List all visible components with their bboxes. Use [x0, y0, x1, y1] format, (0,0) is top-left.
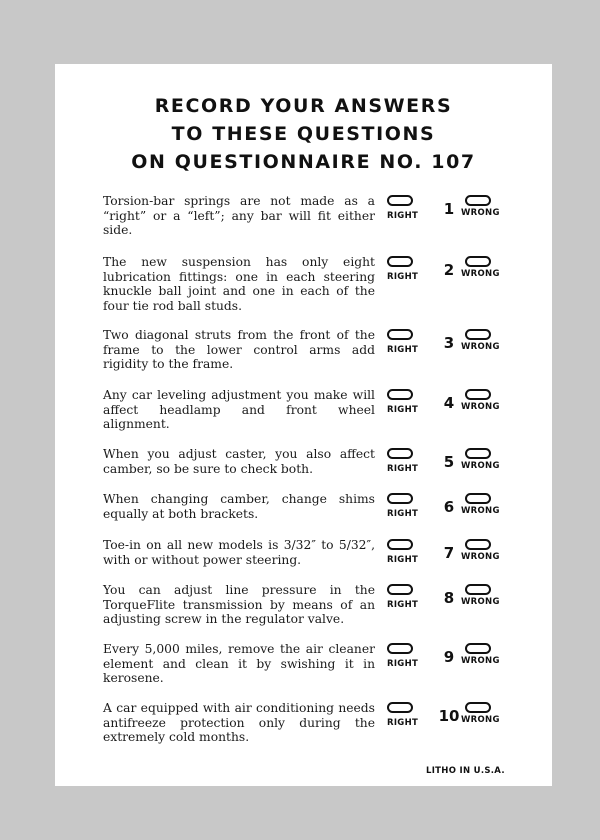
heading-line-2: TO THESE QUESTIONS: [171, 123, 436, 145]
question-number: 1: [443, 200, 455, 218]
wrong-label: WRONG: [461, 402, 500, 412]
right-answer-oval[interactable]: [387, 329, 413, 340]
question-number: 4: [443, 394, 455, 412]
question-number: 5: [443, 453, 455, 471]
question-text: Torsion-bar springs are not made as a “right” or a “left”; any bar will fit either side.: [103, 194, 375, 237]
wrong-answer-oval[interactable]: [465, 702, 491, 713]
wrong-label: WRONG: [461, 506, 500, 516]
right-answer-oval[interactable]: [387, 389, 413, 400]
wrong-label: WRONG: [461, 656, 500, 666]
printer-credit: LITHO IN U.S.A.: [426, 766, 505, 776]
right-answer-oval[interactable]: [387, 539, 413, 550]
question-text: When changing camber, change shims equally at both brackets.: [103, 492, 375, 521]
question-number: 7: [443, 544, 455, 562]
wrong-label: WRONG: [461, 269, 500, 279]
right-answer-oval[interactable]: [387, 493, 413, 504]
right-answer-oval[interactable]: [387, 448, 413, 459]
question-number: 2: [443, 261, 455, 279]
heading-line-1: RECORD YOUR ANSWERS: [154, 95, 453, 117]
question-text: When you adjust caster, you also affect camber, so be sure to check both.: [103, 447, 375, 476]
question-text: Two diagonal struts from the front of the frame to the lower control arms add rigidity to the frame.: [103, 328, 375, 371]
question-text: You can adjust line pressure in the TorqueFlite transmission by means of an adjusting screw in the regulator valve.: [103, 583, 375, 626]
question-text: Toe-in on all new models is 3/32″ to 5/32″, with or without power steering.: [103, 538, 375, 567]
questionnaire-card: [55, 64, 552, 786]
wrong-label: WRONG: [461, 597, 500, 607]
right-label: RIGHT: [387, 718, 419, 728]
wrong-answer-oval[interactable]: [465, 195, 491, 206]
question-text: The new suspension has only eight lubrication fittings: one in each steering knuckle ball joint and one in each of the four tie rod ball studs.: [103, 255, 375, 313]
wrong-label: WRONG: [461, 208, 500, 218]
right-answer-oval[interactable]: [387, 702, 413, 713]
wrong-answer-oval[interactable]: [465, 389, 491, 400]
wrong-label: WRONG: [461, 552, 500, 562]
right-label: RIGHT: [387, 464, 419, 474]
wrong-answer-oval[interactable]: [465, 643, 491, 654]
wrong-label: WRONG: [461, 342, 500, 352]
right-answer-oval[interactable]: [387, 256, 413, 267]
question-text: Any car leveling adjustment you make will affect headlamp and front wheel alignment.: [103, 388, 375, 431]
question-number: 3: [443, 334, 455, 352]
heading-line-3: ON QUESTIONNAIRE NO. 107: [131, 151, 476, 173]
card-heading: [55, 92, 552, 176]
wrong-answer-oval[interactable]: [465, 256, 491, 267]
right-label: RIGHT: [387, 211, 419, 221]
question-text: A car equipped with air conditioning needs antifreeze protection only during the extremely cold months.: [103, 701, 375, 744]
question-number: 10: [438, 707, 460, 725]
wrong-answer-oval[interactable]: [465, 539, 491, 550]
right-label: RIGHT: [387, 405, 419, 415]
right-answer-oval[interactable]: [387, 584, 413, 595]
wrong-answer-oval[interactable]: [465, 493, 491, 504]
right-answer-oval[interactable]: [387, 195, 413, 206]
right-answer-oval[interactable]: [387, 643, 413, 654]
question-number: 8: [443, 589, 455, 607]
question-text: Every 5,000 miles, remove the air cleaner element and clean it by swishing it in kerosene.: [103, 642, 375, 685]
question-number: 6: [443, 498, 455, 516]
right-label: RIGHT: [387, 659, 419, 669]
right-label: RIGHT: [387, 509, 419, 519]
right-label: RIGHT: [387, 272, 419, 282]
question-number: 9: [443, 648, 455, 666]
wrong-label: WRONG: [461, 715, 500, 725]
wrong-answer-oval[interactable]: [465, 584, 491, 595]
right-label: RIGHT: [387, 555, 419, 565]
right-label: RIGHT: [387, 345, 419, 355]
wrong-answer-oval[interactable]: [465, 448, 491, 459]
right-label: RIGHT: [387, 600, 419, 610]
wrong-label: WRONG: [461, 461, 500, 471]
wrong-answer-oval[interactable]: [465, 329, 491, 340]
